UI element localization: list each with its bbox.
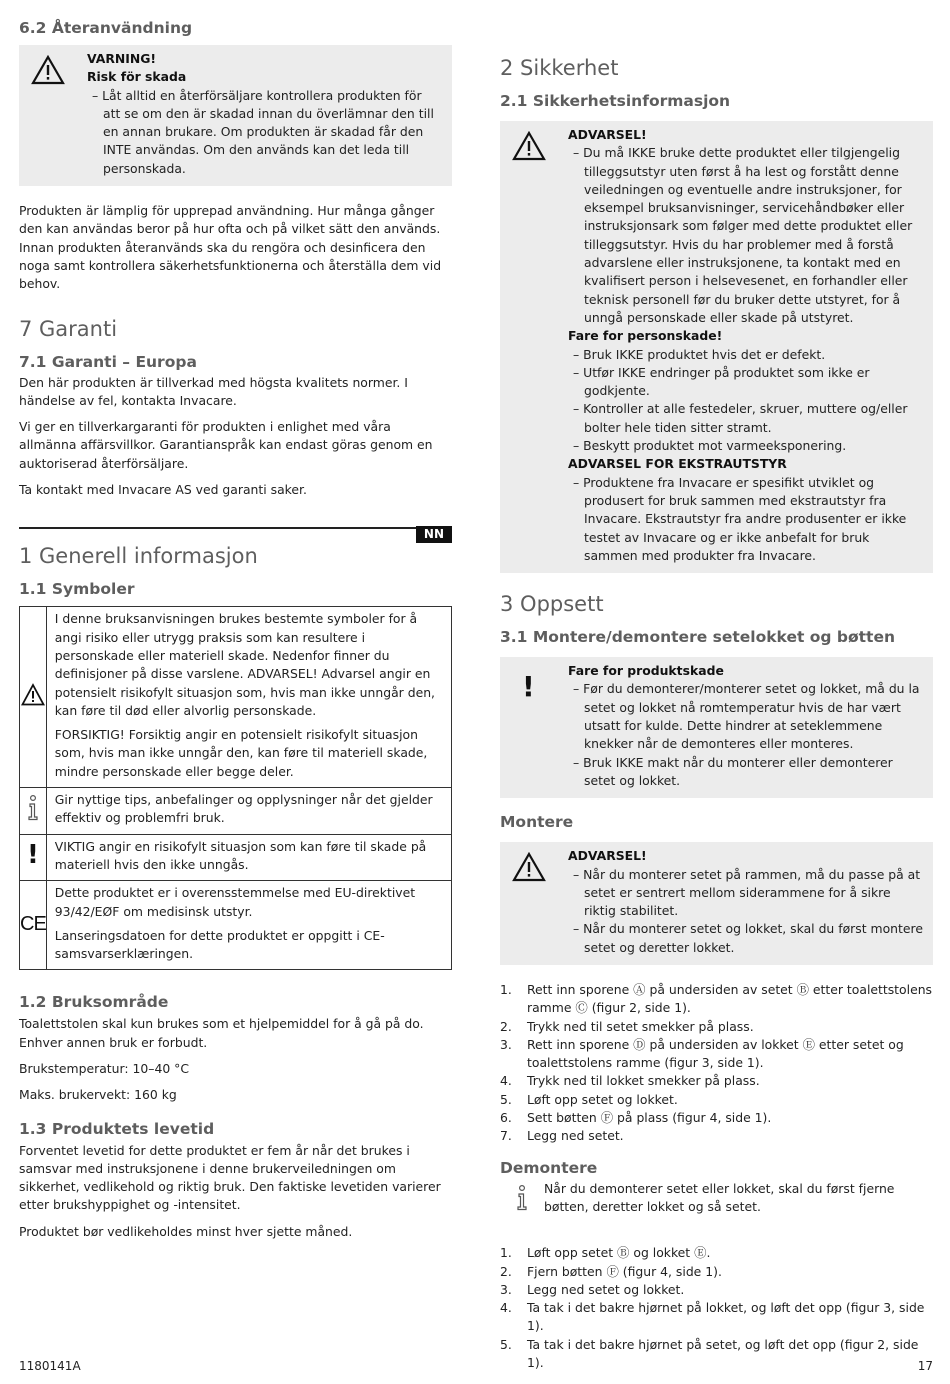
list-item: 5. Løft opp setet og lokket. [500,1091,678,1107]
warning-triangle-icon [21,683,45,707]
lifetime-paragraph: Produktet bør vedlikeholdes minst hver sjette måned. [19,1223,353,1239]
ce-mark-icon: CE [20,913,46,936]
section-heading-setup: 3 Oppsett [500,592,604,617]
symbol-cell [20,834,47,881]
subheading-usage: 1.2 Bruksområde [19,993,169,1012]
symbol-description [46,881,451,970]
warning-triangle-icon [512,131,546,161]
language-divider [19,527,452,543]
list-item: 4. Ta tak i det bakre hjørnet på lokket, og løft det opp (figur 3, side 1). [500,1300,925,1334]
table-row [20,881,452,970]
section-heading-reuse: 6.2 Återanvändning [19,19,193,37]
symbol-cell [20,607,47,788]
warning-item: – Produktene fra Invacare er spesifikt utviklet og produsert for bruk sammen med ekstrautstyr fra Invacare. Ekstrautstyr fra andre produsenter er ikke testet av Invacare og er ikke anbefalt for bruk sammen med produkter fra Invacare. [573,474,907,563]
language-badge: NN [416,526,452,543]
caution-box-product-damage [500,657,933,798]
warning-box-safety [500,121,933,573]
reuse-paragraph: Produkten är lämplig för upprepad användning. Hur många gånger den kan användas beror på hur ofta och på vilket sätt den används. Innan produkten återanvänds ska du rengöra och desinficera den noga samt kontrollera säkerhetsfunktionerna och återställa dem vid behov. [19,203,442,292]
right-column [500,55,933,1384]
warning-item: – Bruk IKKE produktet hvis det er defekt. [573,346,826,362]
exclamation-icon: ! [26,840,39,871]
warning-item: – Når du monterer setet på rammen, må du passe på at setet er sentrert mellom siderammene for å sikre riktig stabilitet. [573,866,921,919]
warranty-paragraph: Vi ger en tillverkargaranti för produkten i enlighet med våra allmänna affärsvillkor. Garantianspråk kan endast göras genom en auktoriserad återförsäljare. [19,419,433,471]
section-heading-warranty: 7 Garanti [19,316,118,341]
section-heading-safety: 2 Sikkerhet [500,56,619,80]
list-item: 1. Løft opp setet Ⓑ og lokket Ⓔ. [500,1245,711,1261]
caution-title: Fare for produktskade [568,663,724,679]
subheading-mount-demount: 3.1 Montere/demontere setelokket og bøtten [500,628,896,647]
warning-box-mount [500,842,933,965]
left-column [19,18,452,1249]
warning-item: – Utfør IKKE endringer på produktet som ikke er godkjente. [573,364,870,399]
subheading-safety-info: 2.1 Sikkerhetsinformasjon [500,92,731,110]
info-icon [25,794,41,822]
symbol-description [46,788,451,835]
table-row [20,788,452,835]
warning-item: – Beskytt produktet mot varmeeksponering. [573,438,847,454]
mount-steps-list [500,981,933,1146]
warning-title: ADVARSEL FOR EKSTRAUTSTYR [568,456,787,472]
footer-doc-number: 1180141A [19,1359,81,1373]
warning-item: – Du må IKKE bruke dette produktet eller tilgjengelig tilleggsutstyr uten først å ha lest og forstått denne veiledningen og eventuelle andre instruksjoner, for eksempel bruksanvisninger, servicehåndbøker eller instruksjonsark som følger med dette produktet eller tilleggsutstyr. Hvis du har problemer med å forstå advarslene eller instruksjonene, ta kontakt med en kvalifisert person i helsevesenet, en forhandler eller teknisk personell før du bruker dette utstyret, for å unngå personskade eller skade på utstyret. [573,145,913,325]
warning-triangle-icon [31,55,65,85]
warning-item: – Kontroller at alle festedeler, skruer, muttere og/eller bolter hele tiden sitter stramt. [573,401,908,435]
symbol-text: Lanseringsdatoen for dette produktet er oppgitt i CE-samsvarserklæringen. [54,927,385,962]
symbol-text: Dette produktet er i overensstemmelse med EU-direktivet 93/42/EØF om medisinsk utstyr. [54,885,416,919]
warning-subtitle: Risk för skada [87,69,187,85]
list-item: 2. Fjern bøtten Ⓕ (figur 4, side 1). [500,1263,722,1279]
list-item: 7. Legg ned setet. [500,1128,624,1144]
subheading-symbols: 1.1 Symboler [19,580,135,599]
section-heading-general-info: 1 Generell informasjon [19,544,258,569]
subheading-warranty-europe: 7.1 Garanti – Europa [19,352,197,371]
subheading-demount: Demontere [500,1158,598,1177]
table-row [20,834,452,881]
warning-triangle-icon [512,852,546,882]
list-item: 5. Ta tak i det bakre hjørnet på setet, og løft det opp (figur 2, side 1). [500,1336,919,1371]
exclamation-icon: ! [522,670,535,704]
info-icon [514,1184,530,1212]
warning-title: ADVARSEL! [568,848,647,864]
subheading-lifetime: 1.3 Produktets levetid [19,1119,215,1138]
demount-steps-list [500,1244,933,1372]
symbol-text: I denne bruksanvisningen brukes bestemte symboler for å angi risiko eller utrygg praksis som kan resultere i personskade eller materiell skade. Nedenfor finner du definisjoner på disse varslene. ADVARSEL! Advarsel angir en potensielt risikofylt situasjon som, hvis man ikke unngår den, kan føre til død eller alvorlig personskade. [54,611,435,718]
warranty-paragraph: Den här produkten är tillverkad med högsta kvalitets normer. I händelse av fel, kontakta Invacare. [19,374,408,408]
symbol-text: VIKTIG angir en risikofylt situasjon som kan føre til skade på materiell hvis den ikke unngås. [54,838,427,872]
usage-paragraph: Maks. brukervekt: 160 kg [19,1087,177,1103]
symbol-cell [20,788,47,835]
list-item: 1. Rett inn sporene Ⓐ på undersiden av setet Ⓑ etter toalettstolens ramme Ⓒ (figur 2, side 1). [500,981,933,1016]
demount-note [500,1180,933,1217]
subheading-mount: Montere [500,813,574,832]
footer-page-number: 17 [917,1359,933,1373]
symbol-cell [20,881,47,970]
list-item: 3. Legg ned setet og lokket. [500,1281,685,1297]
usage-paragraph: Toalettstolen skal kun brukes som et hjelpemiddel for å gå på do. Enhver annen bruk er forbudt. [19,1016,424,1050]
warning-item: – Når du monterer setet og lokket, skal du først montere setet og deretter lokket. [573,921,923,955]
warranty-paragraph: Ta kontakt med Invacare AS ved garanti saker. [19,482,307,498]
symbol-description [46,834,451,881]
list-item: 6. Sett bøtten Ⓕ på plass (figur 4, side 1). [500,1110,772,1126]
caution-item: – Bruk IKKE makt når du monterer eller demonterer setet og lokket. [573,754,893,788]
warning-item: – Låt alltid en återförsäljare kontrollera produkten för att se om den är skadad innan du överlämnar den till en annan brukare. Om produkten är skadad får den INTE användas. Om den används kan det leda till personskada. [92,87,434,176]
warning-title: VARNING! [87,51,157,66]
symbol-description [46,607,451,788]
warning-title: ADVARSEL! [568,127,647,142]
symbol-text: FORSIKTIG! Forsiktig angir en potensielt risikofylt situasjon som, hvis man ikke unngår den, kan føre til materiell skade, mindre personskade eller begge deler. [54,727,428,779]
symbol-text: Gir nyttige tips, anbefalinger og opplysninger når det gjelder effektiv og problemfri bruk. [54,792,433,826]
list-item: 3. Rett inn sporene Ⓓ på undersiden av lokket Ⓔ etter setet og toalettstolens ramme (figur 3, side 1). [500,1036,904,1071]
list-item: 4. Trykk ned til lokket smekker på plass. [500,1073,760,1089]
usage-paragraph: Brukstemperatur: 10–40 °C [19,1060,190,1076]
warning-box-reuse [19,45,452,186]
demount-note-text: Når du demonterer setet eller lokket, skal du først fjerne bøtten, deretter lokket og så setet. [544,1180,895,1214]
list-item: 2. Trykk ned til setet smekker på plass. [500,1018,754,1034]
lifetime-paragraph: Forventet levetid for dette produktet er fem år når det brukes i samsvar med instruksjonene i denne brukerveiledningen om sikkerhet, vedlikehold og riktig bruk. Den faktiske levetiden varierer etter brukshyppighet og -intensitet. [19,1142,441,1213]
table-row [20,607,452,788]
warning-title: Fare for personskade! [568,328,723,344]
caution-item: – Før du demonterer/monterer setet og lokket, må du la setet og lokket nå romtemperatur hvis de har vært utsatt for kulde. Dette hindrer at seteklemmene knekker når de demonteres eller monteres. [573,681,920,752]
symbols-table [19,606,452,970]
